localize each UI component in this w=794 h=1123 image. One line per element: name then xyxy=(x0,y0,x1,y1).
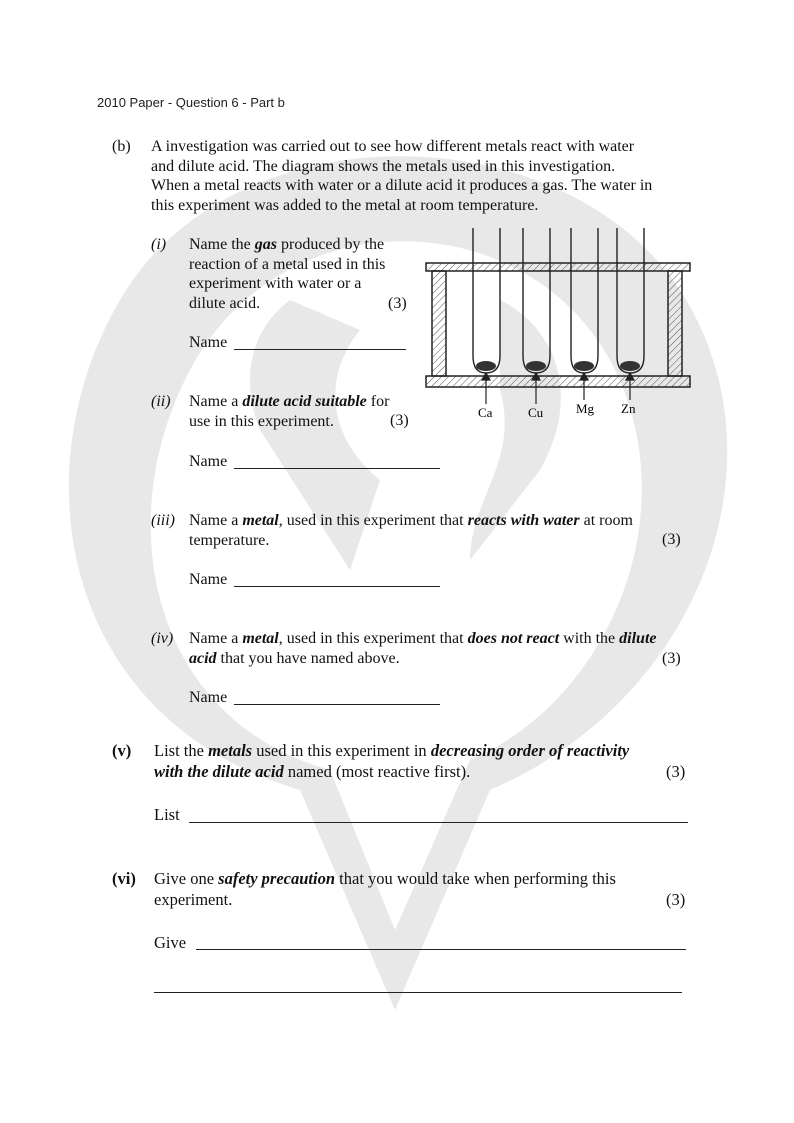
intro-line: and dilute acid. The diagram shows the metals used in this investigation. xyxy=(151,157,616,175)
q4-marks: (3) xyxy=(662,650,681,667)
diagram-label-mg: Mg xyxy=(576,401,595,416)
q6-text: Give one safety precaution that you would take when performing this experiment. xyxy=(154,869,616,909)
q4-answer-line[interactable] xyxy=(234,704,440,705)
q4-text: Name a metal, used in this experiment that does not react with the dilute acid that you have named above. xyxy=(189,630,657,667)
diagram-label-ca: Ca xyxy=(478,405,493,420)
q5-marker: (v) xyxy=(112,741,132,760)
q1-marks: (3) xyxy=(388,295,407,312)
q6-marks: (3) xyxy=(666,890,686,909)
q3-answer-label: Name xyxy=(189,571,228,588)
q2-marks: (3) xyxy=(390,412,409,429)
q2-marker: (ii) xyxy=(151,393,171,410)
q5-answer-line[interactable] xyxy=(189,822,688,823)
part-b-intro xyxy=(151,137,652,215)
q3-answer-line[interactable] xyxy=(234,586,440,587)
part-b-marker: (b) xyxy=(112,138,131,155)
q2-answer-label: Name xyxy=(189,453,228,470)
q5-answer-label: List xyxy=(154,805,180,824)
q6-answer-label: Give xyxy=(154,933,187,952)
q3-marker: (iii) xyxy=(151,512,175,529)
intro-line: this experiment was added to the metal at room temperature. xyxy=(151,196,539,214)
q3-text: Name a metal, used in this experiment that reacts with water at room temperature. xyxy=(189,512,633,549)
q5-text: List the metals used in this experiment in decreasing order of reactivity with the dilute acid named (most reactive first). xyxy=(154,741,630,781)
q6-marker: (vi) xyxy=(112,869,136,888)
q4-marker: (iv) xyxy=(151,630,174,647)
q3-marks: (3) xyxy=(662,531,681,548)
test-tube-rack-diagram xyxy=(420,228,692,424)
intro-line: When a metal reacts with water or a dilute acid it produces a gas. The water in xyxy=(151,177,653,194)
q1-answer-line[interactable] xyxy=(234,349,406,350)
q5-marks: (3) xyxy=(666,762,686,781)
q2-answer-line[interactable] xyxy=(234,468,440,469)
diagram-label-cu: Cu xyxy=(528,405,544,420)
q6-answer-line-2[interactable] xyxy=(154,992,682,993)
q1-text: Name the gas produced by the reaction of a metal used in this experiment with water or a dilute acid. xyxy=(189,236,386,312)
q1-answer-label: Name xyxy=(189,334,228,351)
q1-marker: (i) xyxy=(151,236,167,253)
diagram-label-zn: Zn xyxy=(621,401,636,416)
q2-text: Name a dilute acid suitable for use in this experiment. xyxy=(189,393,390,430)
q6-answer-line-1[interactable] xyxy=(196,949,686,950)
page-header: 2010 Paper - Question 6 - Part b xyxy=(97,95,285,110)
q4-answer-label: Name xyxy=(189,689,228,706)
intro-line: A investigation was carried out to see how different metals react with water xyxy=(151,138,635,155)
